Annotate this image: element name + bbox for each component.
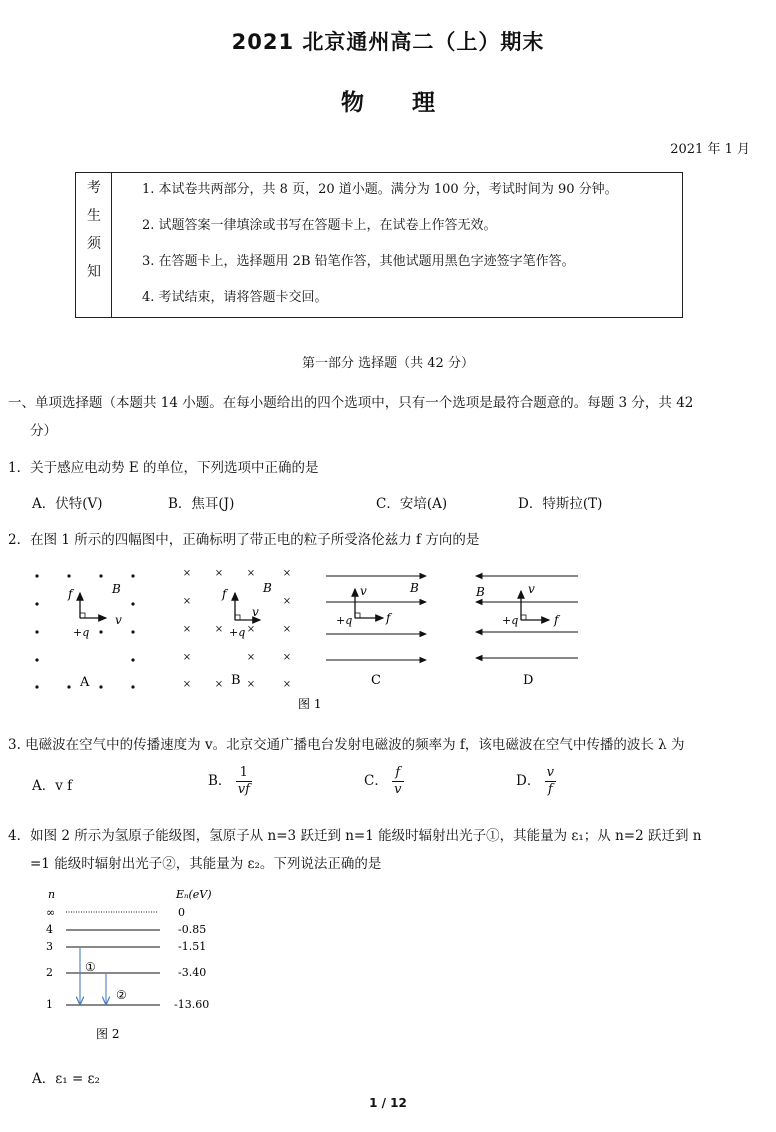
svg-text:×: × <box>214 568 224 579</box>
figure-1-label-a: A <box>80 675 90 690</box>
photon-2-label: ② <box>116 988 127 1002</box>
svg-text:×: × <box>182 568 192 579</box>
question-3-stem: 3. 电磁波在空气中的传播速度为 v。北京交通广播电台发射电磁波的频率为 f，该电磁波在空气中传播的波长 λ 为 <box>8 737 685 753</box>
question-1-option-a: A．伏特(V) <box>32 496 103 512</box>
force-label: f <box>554 613 559 627</box>
fraction-denominator: vf <box>237 782 250 797</box>
figure-1-label-c: C <box>371 673 381 688</box>
level-n: 2 <box>46 966 53 979</box>
notice-item: 1. 本试卷共两部分，共 8 页，20 道小题。满分为 100 分，考试时间为 90 分钟。 <box>142 182 618 197</box>
svg-text:×: × <box>282 568 292 579</box>
svg-text:×: × <box>282 652 292 663</box>
figure-2-energy-levels <box>0 880 260 1046</box>
notice-item: 3. 在答题卡上，选择题用 2B 铅笔作答，其他试题用黑色字迹签字笔作答。 <box>142 254 575 269</box>
figure-1-panel-a <box>35 574 134 690</box>
question-4-stem: 4．如图 2 所示为氢原子能级图，氢原子从 n=3 跃迁到 n=1 能级时辐射出光子①，其能量为 ε₁；从 n=2 跃迁到 n <box>8 828 702 844</box>
level-n: 4 <box>46 923 53 936</box>
level-energy: 0 <box>178 906 185 919</box>
velocity-label: v <box>360 584 367 598</box>
figure-1-panel-c <box>326 576 426 688</box>
notice-item: 4. 考试结束，请将答题卡交回。 <box>142 290 328 305</box>
question-4-option-a: A．ε₁ = ε₂ <box>32 1071 100 1087</box>
svg-text:×: × <box>182 652 192 663</box>
svg-text:×: × <box>246 679 256 690</box>
figure-1-label-d: D <box>523 673 534 688</box>
question-1-option-b: B．焦耳(J) <box>168 496 235 512</box>
velocity-label: v <box>115 613 122 627</box>
option-label: C． <box>364 773 388 789</box>
fraction-numerator: 1 <box>236 765 252 782</box>
force-label: f <box>222 587 227 601</box>
charge-label: +q <box>502 614 519 627</box>
force-label: f <box>68 587 73 601</box>
exam-date: 2021 年 1 月 <box>670 142 750 157</box>
level-n: 3 <box>46 940 53 953</box>
charge-label: +q <box>336 614 353 627</box>
option-label: B． <box>208 773 232 789</box>
figure-1-caption: 图 1 <box>298 697 322 711</box>
figure-2-caption: 图 2 <box>96 1027 120 1041</box>
option-label: D． <box>516 773 541 789</box>
svg-text:×: × <box>246 568 256 579</box>
question-2-stem: 2．在图 1 所示的四幅图中，正确标明了带正电的粒子所受洛伦兹力 f 方向的是 <box>8 532 480 548</box>
fraction-denominator: v <box>394 782 402 797</box>
notice-side-char: 知 <box>87 264 101 280</box>
figure-1-panel-b <box>183 568 291 690</box>
photon-1-label: ① <box>85 960 96 974</box>
level-n: ∞ <box>46 906 56 919</box>
subject-char-1: 物 <box>341 90 364 116</box>
level-n: 1 <box>46 998 53 1011</box>
level-energy: -0.85 <box>178 923 207 936</box>
part-intro-cont: 分） <box>30 423 57 439</box>
field-label: B <box>263 581 272 595</box>
svg-text:×: × <box>246 624 256 635</box>
part-intro: 一、单项选择题（本题共 14 小题。在每小题给出的四个选项中，只有一个选项是最符合题意的。每题 3 分，共 42 <box>8 395 694 411</box>
notice-side-char: 考 <box>87 180 101 196</box>
subject-title <box>0 84 776 117</box>
level-energy: -13.60 <box>174 998 210 1011</box>
fraction <box>236 765 252 798</box>
svg-text:×: × <box>282 679 292 690</box>
svg-text:×: × <box>182 624 192 635</box>
svg-text:×: × <box>214 624 224 635</box>
notice-side-char: 生 <box>87 208 101 224</box>
question-3-option-a: A．v f <box>32 778 73 794</box>
charge-label: +q <box>229 626 246 639</box>
candidate-notice-box <box>75 172 683 318</box>
field-label: B <box>112 582 121 596</box>
figure-1-lorentz-force <box>0 560 776 720</box>
question-1-option-d: D．特斯拉(T) <box>518 496 603 512</box>
level-energy: -3.40 <box>178 966 207 979</box>
axis-energy-label: Eₙ(eV) <box>176 888 212 901</box>
notice-side-label <box>76 173 112 317</box>
svg-text:×: × <box>282 596 292 607</box>
figure-1-label-b: B <box>231 673 241 688</box>
svg-text:×: × <box>214 679 224 690</box>
question-1-option-c: C．安培(A) <box>376 496 448 512</box>
fraction-numerator: f <box>392 765 403 782</box>
svg-text:×: × <box>182 679 192 690</box>
velocity-label: v <box>528 582 535 596</box>
charge-label: +q <box>73 626 90 639</box>
field-label: B <box>410 581 419 595</box>
svg-text:×: × <box>182 596 192 607</box>
question-3-option-b <box>208 765 252 798</box>
question-1-stem: 1．关于感应电动势 E 的单位，下列选项中正确的是 <box>8 460 319 476</box>
svg-text:×: × <box>246 652 256 663</box>
velocity-label: v <box>252 605 259 619</box>
fraction-numerator: v <box>546 765 554 780</box>
fraction-denominator: f <box>547 782 553 797</box>
notice-side-char: 须 <box>87 236 101 252</box>
section-title: 第一部分 选择题（共 42 分） <box>302 356 474 371</box>
question-3-option-d <box>516 765 556 798</box>
notice-item: 2. 试题答案一律填涂或书写在答题卡上，在试卷上作答无效。 <box>142 218 497 233</box>
fraction <box>545 765 556 798</box>
svg-text:×: × <box>282 624 292 635</box>
field-lines-left <box>476 576 578 658</box>
force-label: f <box>386 611 391 625</box>
field-label: B <box>476 585 485 599</box>
axis-n-label: n <box>48 888 56 901</box>
question-3-option-c <box>364 765 404 798</box>
exam-title: 2021 北京通州高二（上）期末 <box>231 30 545 54</box>
question-4-stem-cont: =1 能级时辐射出光子②，其能量为 ε₂。下列说法正确的是 <box>30 856 382 872</box>
subject-char-2: 理 <box>412 90 435 116</box>
figure-1-panel-d <box>475 576 578 688</box>
level-energy: -1.51 <box>178 940 207 953</box>
page-number: 1 / 12 <box>369 1096 407 1110</box>
fraction <box>392 765 403 798</box>
